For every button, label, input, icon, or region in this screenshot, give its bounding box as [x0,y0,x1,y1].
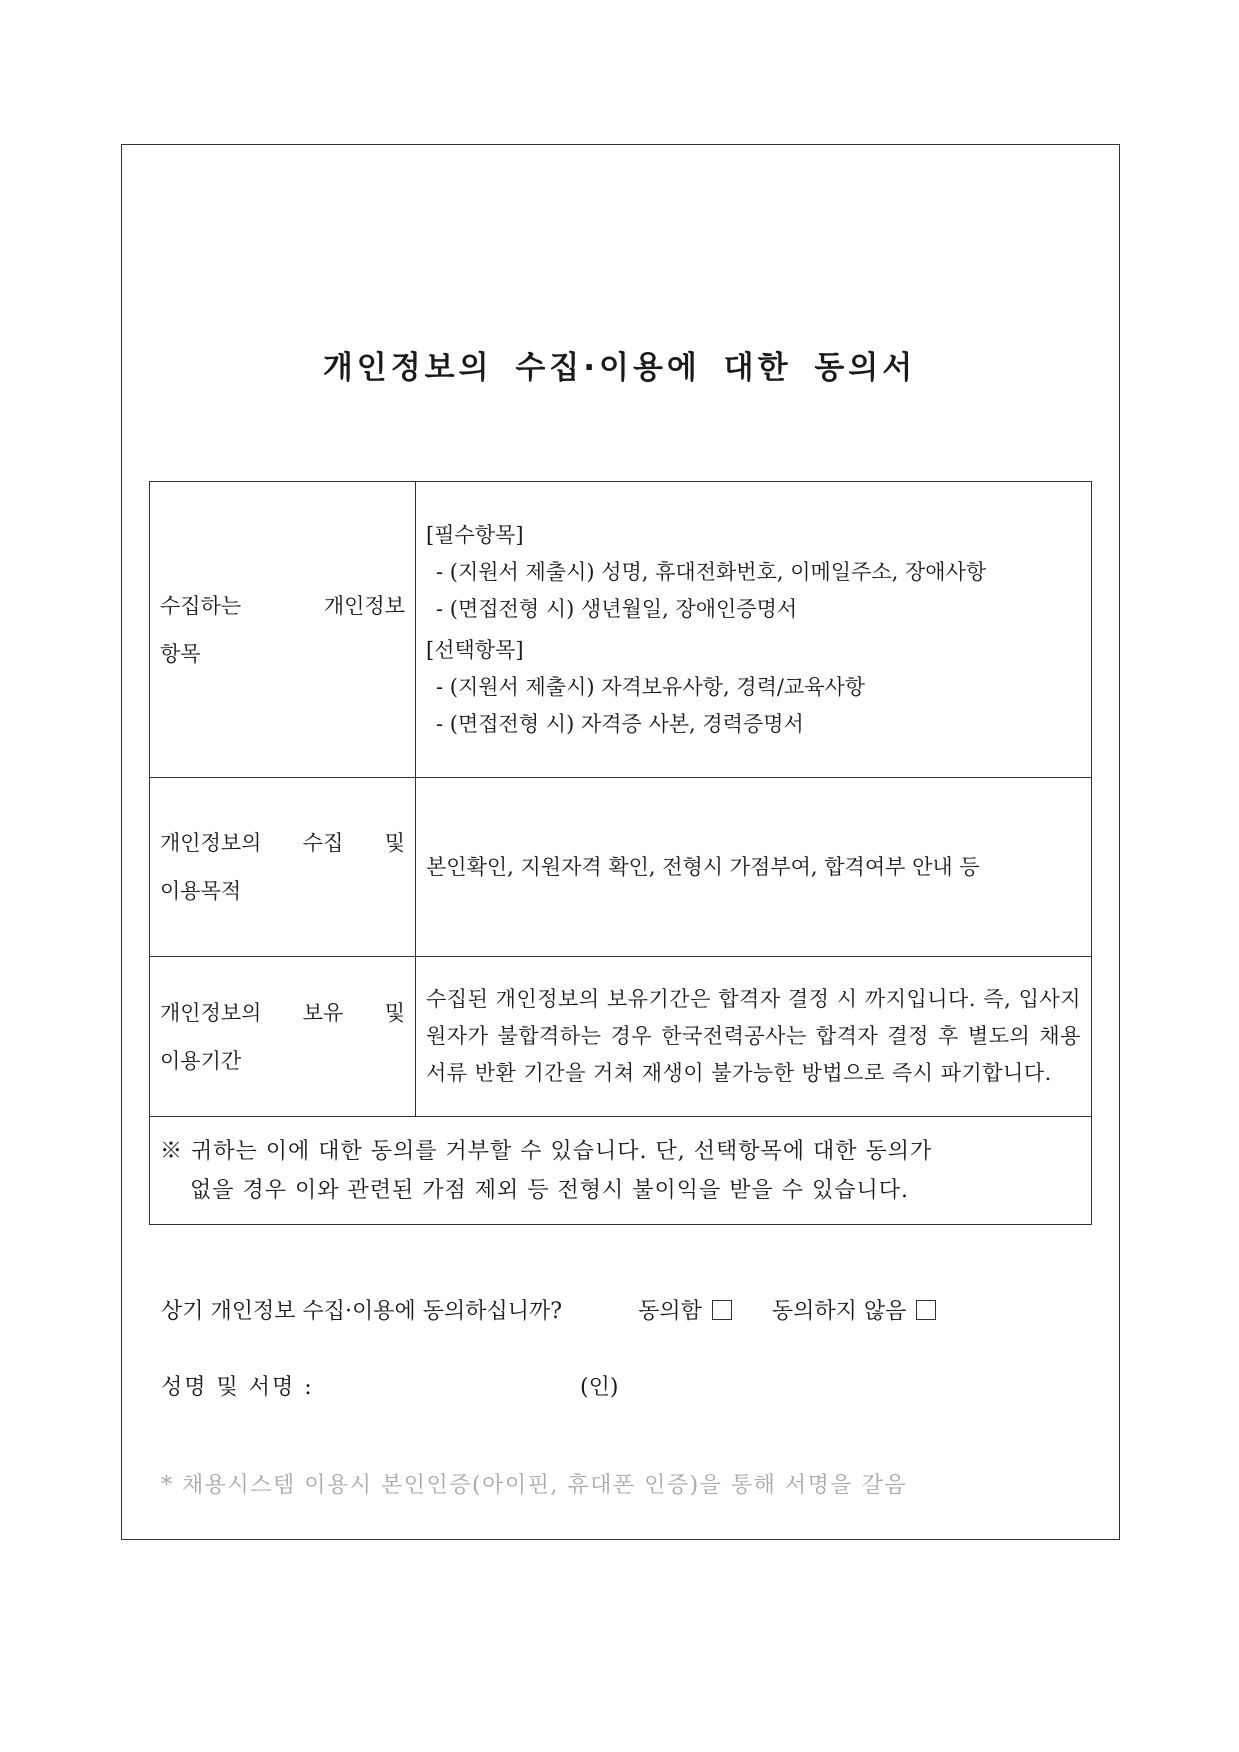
label-part: 수집하는 [160,593,242,618]
label-part: 보유 [302,1000,344,1025]
agree-option[interactable] [638,1294,732,1325]
consent-question: 상기 개인정보 수집·이용에 동의하십니까? [161,1299,563,1324]
table-row [150,957,1092,1117]
signature-label: 성명 및 서명 : [161,1375,314,1400]
row-content-purpose: 본인확인, 지원자격 확인, 전형시 가점부여, 합격여부 안내 등 [416,778,1092,957]
notice-line: 없을 경우 이와 관련된 가점 제외 등 전형시 불이익을 받을 수 있습니다. [190,1177,909,1203]
document-title: 개인정보의 수집·이용에 대한 동의서 [322,350,917,386]
info-table [149,481,1092,1225]
disagree-checkbox[interactable] [916,1300,936,1320]
table-row [150,778,1092,957]
row-label-purpose [150,778,416,957]
label-part: 및 [384,1000,405,1025]
disagree-option[interactable] [772,1294,937,1325]
label-part: 개인정보의 [160,831,262,855]
consent-row [161,1294,936,1325]
label-part: 개인정보의 [160,1000,262,1025]
row-label-retention [150,957,416,1117]
optional-item: - (지원서 제출시) 자격보유사항, 경력/교육사항 [436,674,866,699]
optional-item: - (면접전형 시) 자격증 사본, 경력증명서 [436,711,804,736]
label-part: 이용목적 [160,879,242,903]
row-content-items [416,482,1092,778]
optional-header: [선택항목] [426,637,524,662]
footnote: * 채용시스템 이용시 본인인증(아이핀, 휴대폰 인증)을 통해 서명을 갈음 [161,1473,908,1498]
notice-line: ※ 귀하는 이에 대한 동의를 거부할 수 있습니다. 단, 선택항목에 대한 동의가 [160,1138,933,1164]
required-item: - (면접전형 시) 생년월일, 장애인증명서 [436,596,798,621]
required-item: - (지원서 제출시) 성명, 휴대전화번호, 이메일주소, 장애사항 [436,559,987,584]
table-row [150,482,1092,778]
disagree-label: 동의하지 않음 [771,1299,907,1324]
label-part: 개인정보 [323,593,405,618]
required-header: [필수항목] [426,522,524,547]
seal-mark: (인) [580,1375,619,1400]
notice-cell [150,1117,1092,1225]
table-row [150,1117,1092,1225]
label-part: 및 [384,831,405,855]
agree-checkbox[interactable] [712,1300,732,1320]
label-part: 수집 [302,831,344,855]
label-part: 항목 [160,641,201,666]
agree-label: 동의함 [638,1299,702,1324]
label-part: 이용기간 [160,1048,242,1073]
row-label-items [150,482,416,778]
row-content-retention: 수집된 개인정보의 보유기간은 합격자 결정 시 까지입니다. 즉, 입사지원자가 불합격하는 경우 한국전력공사는 합격자 결정 후 별도의 채용서류 반환 기간을 거쳐 재생이 불가능한 방법으로 즉시 파기합니다. [416,957,1092,1117]
